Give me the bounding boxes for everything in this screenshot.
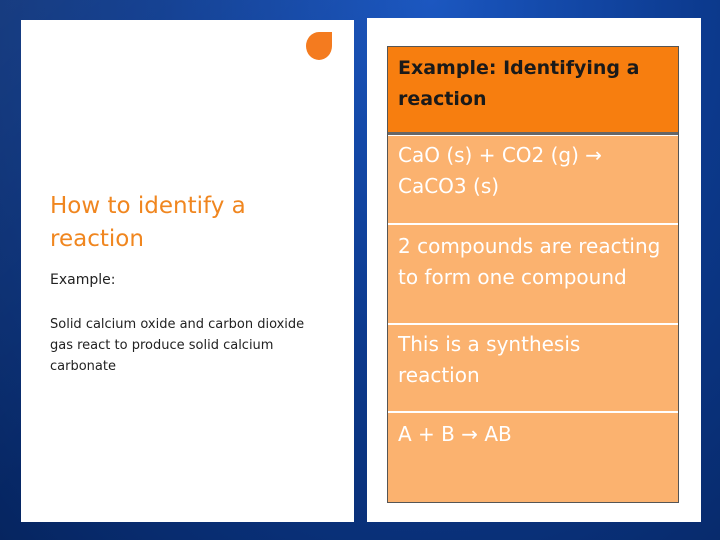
table-header: Example: Identifying a reaction (388, 47, 678, 135)
example-text: Solid calcium oxide and carbon dioxide gas react to produce solid calcium carbonate (50, 317, 305, 374)
table-row-general-form: A + B → AB (388, 413, 678, 502)
example-label: Example: (50, 272, 116, 288)
table-row-explanation: 2 compounds are reacting to form one compound (388, 225, 678, 324)
table-row-equation: CaO (s) + CO2 (g) → CaCO3 (s) (388, 136, 678, 224)
reaction-table (387, 46, 679, 503)
table-row-reaction-type: This is a synthesis reaction (388, 325, 678, 412)
orange-drop-icon (306, 32, 332, 60)
slide-title: How to identify a reaction (50, 193, 246, 252)
left-content-panel (21, 20, 354, 522)
